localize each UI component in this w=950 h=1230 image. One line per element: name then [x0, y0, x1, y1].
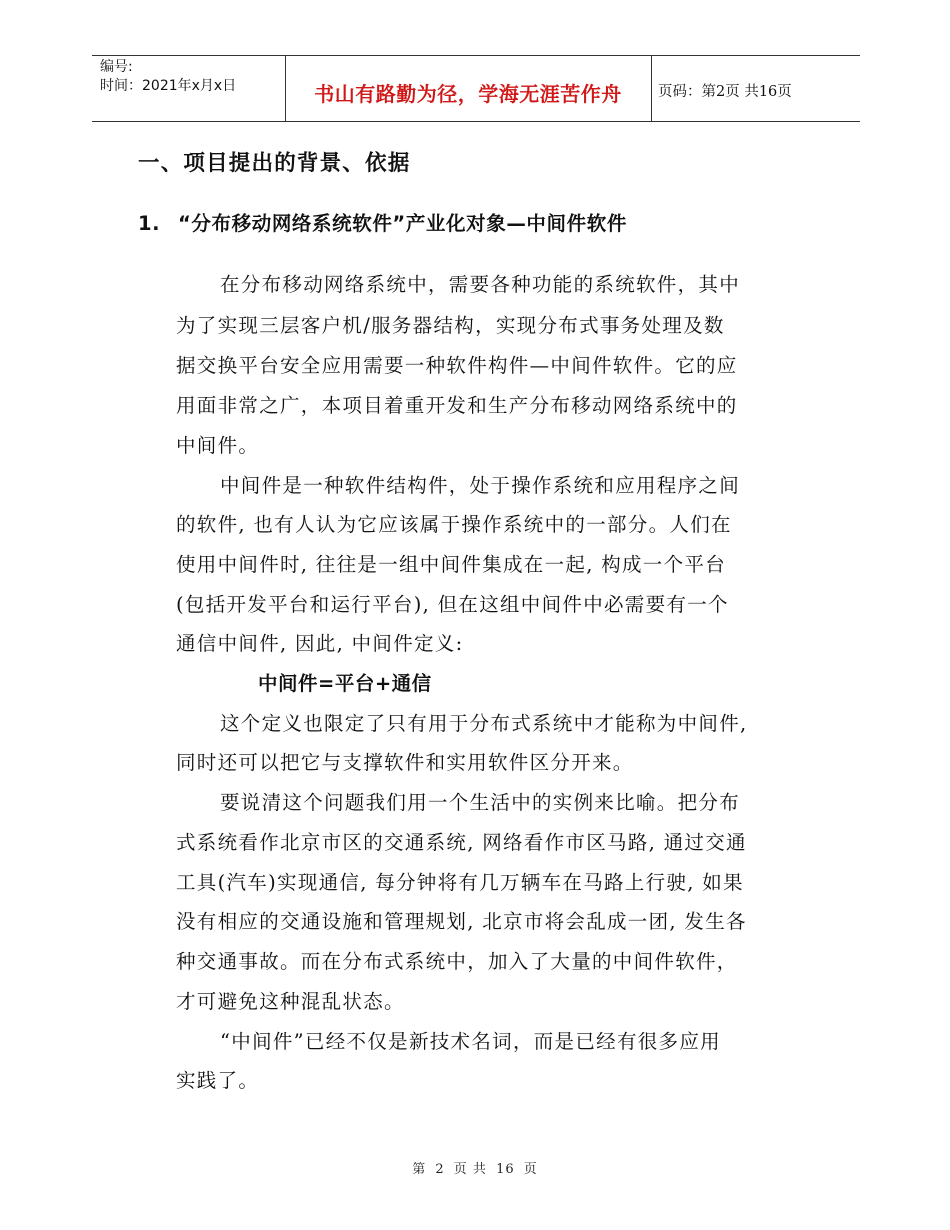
body-line: 工具(汽车)实现通信, 每分钟将有几万辆车在马路上行驶, 如果: [176, 871, 744, 894]
section-title: 一、项目提出的背景、依据: [138, 151, 411, 176]
header-page-info: 页码：第2页 共16页: [658, 84, 792, 100]
body-line: 的软件, 也有人认为它应该属于操作系统中的一部分。人们在: [176, 513, 732, 536]
footer-post: 页: [523, 1162, 538, 1177]
header-meta: [100, 58, 236, 96]
body-line: 据交换平台安全应用需要一种软件构件—中间件软件。它的应: [176, 354, 738, 377]
body-line: 中间件。: [176, 434, 260, 457]
header-motto: 书山有路勤为径，学海无涯苦作舟: [314, 82, 622, 106]
time-label: 时间：2021年x月x日: [100, 78, 237, 94]
body-line: 没有相应的交通设施和管理规划, 北京市将会乱成一团, 发生各: [176, 910, 747, 933]
body-line: 式系统看作北京市区的交通系统, 网络看作市区马路, 通过交通: [176, 831, 747, 854]
number-label: 编号:: [100, 59, 133, 75]
body-line: 要说清这个问题我们用一个生活中的实例来比喻。把分布: [220, 791, 741, 814]
header-bottom-rule: [92, 121, 860, 122]
body-line: 中间件是一种软件结构件，处于操作系统和应用程序之间: [220, 474, 741, 497]
definition-formula: 中间件=平台+通信: [258, 672, 432, 695]
body-line: 为了实现三层客户机/服务器结构，实现分布式事务处理及数: [176, 314, 725, 337]
footer-total-pages: 16: [496, 1162, 515, 1177]
header-divider: [651, 55, 652, 121]
body-line: 使用中间件时, 往往是一组中间件集成在一起, 构成一个平台: [176, 553, 726, 576]
body-line: 实践了。: [176, 1069, 260, 1092]
body-line: 才可避免这种混乱状态。: [176, 990, 405, 1013]
subsection-number: 1.: [138, 212, 161, 235]
footer-pre: 第: [412, 1162, 427, 1177]
page-footer: [0, 1158, 950, 1177]
footer-page-number: 2: [435, 1162, 445, 1177]
body-line: 在分布移动网络系统中，需要各种功能的系统软件，其中: [220, 273, 741, 296]
subsection-heading: [138, 208, 627, 236]
body-line: “中间件”已经不仅是新技术名词，而是已经有很多应用: [220, 1030, 721, 1053]
body-line: 种交通事故。而在分布式系统中，加入了大量的中间件软件，: [176, 950, 738, 973]
body-line: 用面非常之广，本项目着重开发和生产分布移动网络系统中的: [176, 394, 738, 417]
footer-mid: 页 共: [453, 1162, 487, 1177]
body-line: 这个定义也限定了只有用于分布式系统中才能称为中间件,: [220, 712, 748, 735]
body-line: (包括开发平台和运行平台), 但在这组中间件中必需要有一个: [176, 593, 729, 616]
subsection-title: “分布移动网络系统软件”产业化对象—中间件软件: [178, 212, 627, 235]
header-top-rule: [92, 55, 860, 56]
body-line: 通信中间件, 因此, 中间件定义:: [176, 632, 464, 655]
body-line: 同时还可以把它与支撑软件和实用软件区分开来。: [176, 751, 634, 774]
